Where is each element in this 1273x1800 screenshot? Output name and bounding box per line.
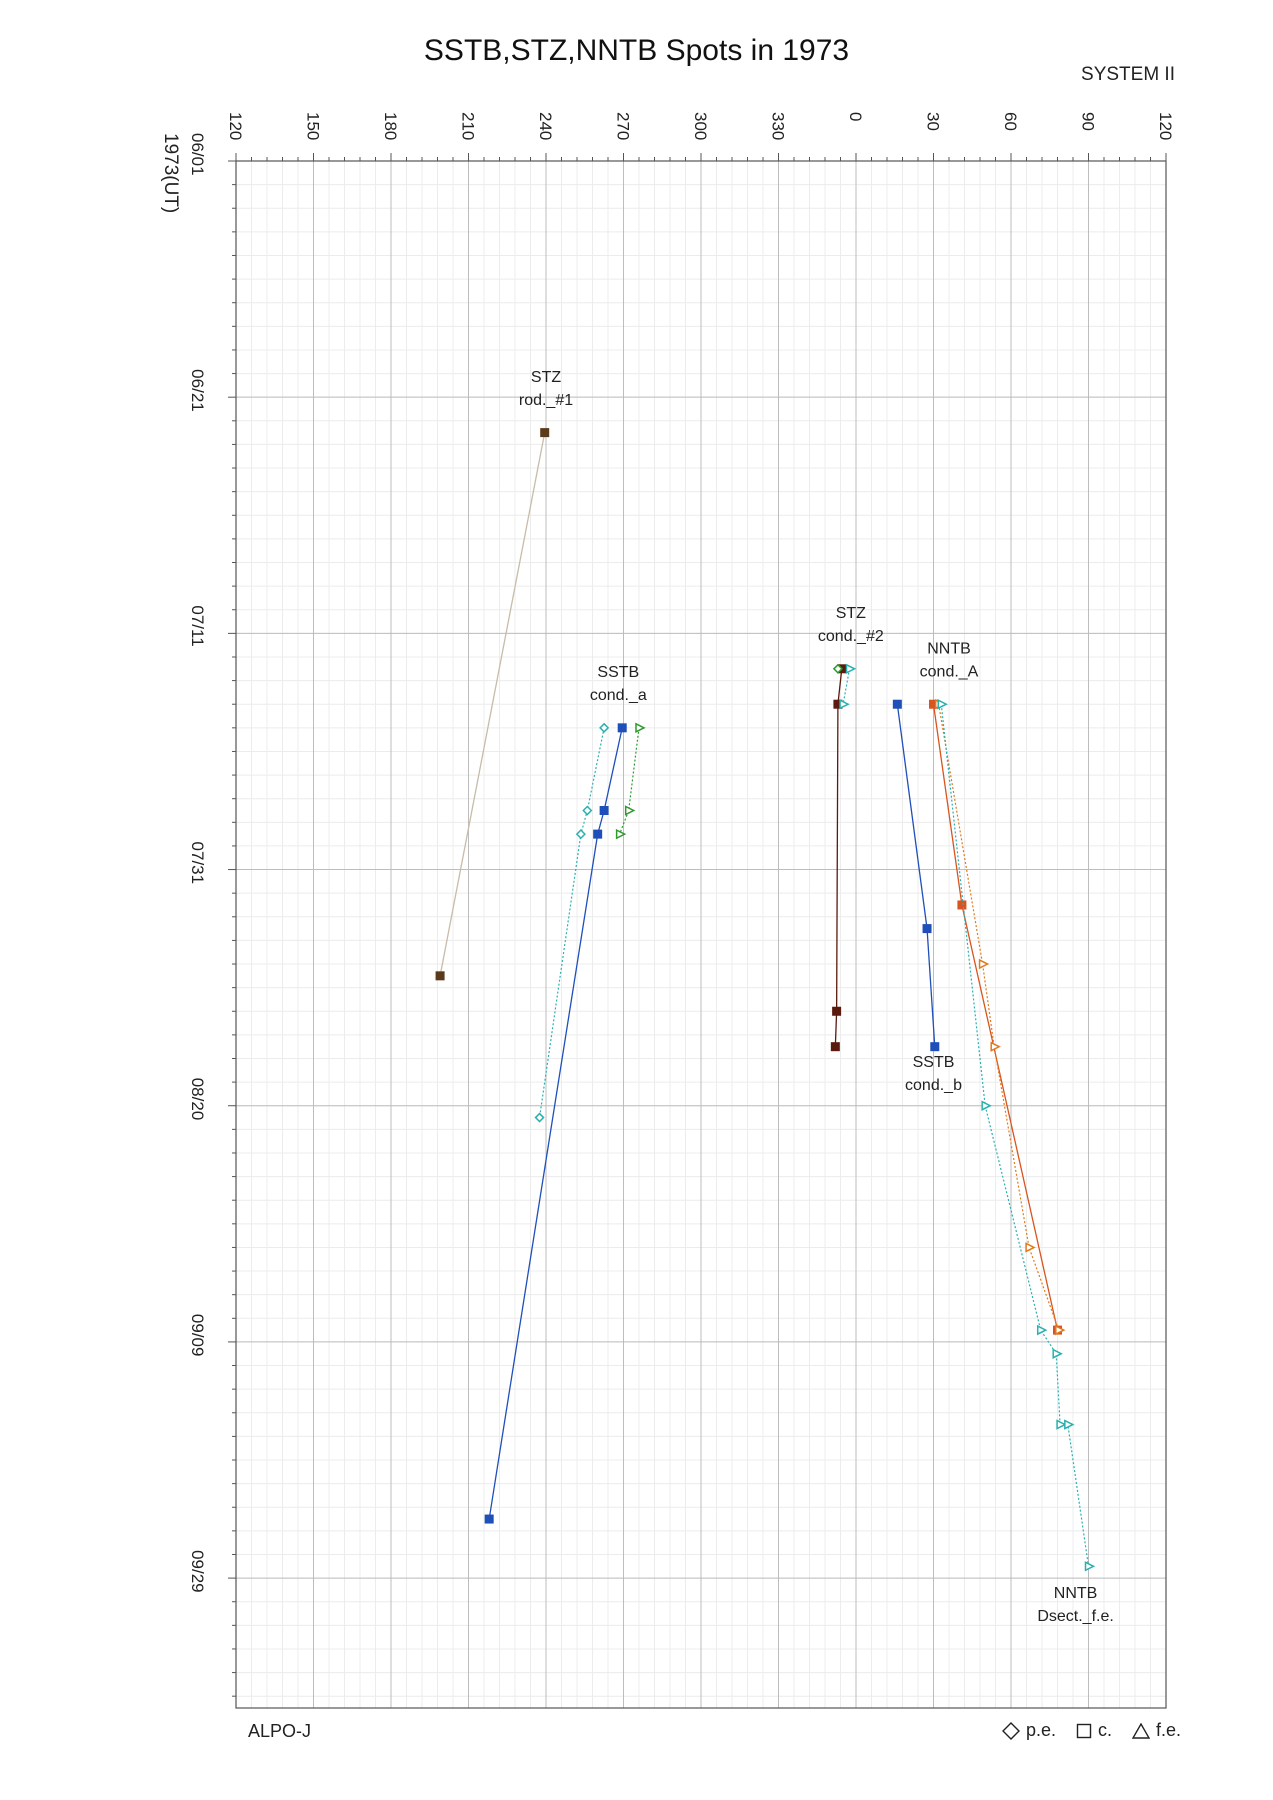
square-marker <box>833 1007 841 1015</box>
square-marker <box>931 1043 939 1051</box>
triangle-marker <box>626 807 634 815</box>
x-axis-tick-labels <box>226 112 1175 140</box>
y-tick-label: 07/11 <box>188 605 207 647</box>
x-tick-label: 90 <box>1078 112 1098 131</box>
x-tick-label: 180 <box>381 112 400 141</box>
legend-item-fe <box>1132 1720 1181 1741</box>
x-axis-system-label: SYSTEM II <box>1081 64 1175 85</box>
square-marker <box>831 1043 839 1051</box>
x-tick-label: 300 <box>691 112 710 141</box>
chart-title: SSTB,STZ,NNTB Spots in 1973 <box>423 34 850 67</box>
annotation-label: cond._#2 <box>817 628 884 646</box>
y-tick-label: 06/01 <box>188 133 207 176</box>
square-marker <box>485 1515 493 1523</box>
diamond-icon <box>1002 1722 1020 1740</box>
series-line <box>939 704 1059 1330</box>
x-tick-label: 240 <box>536 112 555 141</box>
series-line <box>620 728 639 834</box>
series <box>936 700 1064 1334</box>
annotation-label: NNTB <box>927 640 971 658</box>
triangle-marker <box>980 960 988 968</box>
square-marker <box>923 925 931 933</box>
triangle-marker <box>1056 1326 1064 1334</box>
legend-label-fe: f.e. <box>1155 1720 1181 1740</box>
y-tick-label: 08/20 <box>188 1077 207 1121</box>
x-tick-label: 0 <box>846 112 865 122</box>
annotation-label: Dsect._f.e. <box>1037 1608 1114 1626</box>
square-icon <box>1076 1723 1092 1739</box>
annotation-label: cond._A <box>919 663 979 681</box>
series <box>485 724 626 1523</box>
square-marker <box>893 700 901 708</box>
series <box>938 700 1093 1570</box>
square-marker <box>958 901 966 909</box>
square-marker <box>600 807 608 815</box>
triangle-marker <box>840 700 848 708</box>
x-tick-label: 60 <box>1001 112 1020 131</box>
triangle-marker <box>982 1102 990 1110</box>
annotation-label: SSTB <box>912 1053 955 1071</box>
legend-label-c: c. <box>1097 1720 1112 1740</box>
x-tick-label: 150 <box>303 112 323 141</box>
square-marker <box>594 830 602 838</box>
annotation-label: STZ <box>835 605 866 623</box>
annotation-label: SSTB <box>597 664 640 682</box>
triangle-icon <box>1132 1723 1150 1739</box>
triangle-marker <box>1057 1421 1065 1429</box>
y-tick-label: 06/21 <box>188 369 207 412</box>
square-marker <box>541 429 549 437</box>
series <box>893 700 938 1050</box>
triangle-marker <box>991 1043 999 1051</box>
x-tick-label: 120 <box>1156 112 1175 141</box>
x-tick-label: 120 <box>226 112 245 141</box>
square-marker <box>618 724 626 732</box>
annotation-label: STZ <box>530 368 562 386</box>
annotation-label: cond._a <box>589 687 647 705</box>
legend <box>1002 1720 1181 1741</box>
diamond-marker <box>600 724 608 732</box>
y-tick-label: 07/31 <box>188 841 207 885</box>
series <box>617 724 644 838</box>
legend-item-c <box>1076 1720 1112 1741</box>
x-tick-label: 210 <box>458 112 478 141</box>
series-layer <box>436 429 1093 1571</box>
triangle-marker <box>1038 1326 1046 1334</box>
triangle-marker <box>1026 1243 1034 1251</box>
y-axis-label: 1973(UT) <box>160 133 181 214</box>
diamond-marker <box>536 1114 544 1122</box>
triangle-marker <box>847 665 855 673</box>
x-tick-label: 30 <box>923 112 943 131</box>
triangle-marker <box>1065 1421 1073 1429</box>
series <box>831 665 845 1051</box>
square-marker <box>436 972 444 980</box>
triangle-marker <box>1086 1562 1094 1570</box>
x-tick-label: 330 <box>768 112 788 141</box>
series-line <box>540 728 605 1118</box>
legend-label-pe: p.e. <box>1025 1720 1056 1740</box>
triangle-marker <box>938 700 946 708</box>
annotation-label: cond._b <box>905 1076 962 1094</box>
annotation-label: rod._#1 <box>518 391 574 409</box>
y-tick-label: 09/09 <box>188 1313 207 1357</box>
triangle-marker <box>636 724 644 732</box>
legend-item-pe <box>1002 1720 1056 1741</box>
y-axis-tick-labels <box>188 133 207 1593</box>
y-axis-ticks <box>228 153 1166 1696</box>
y-tick-label: 09/29 <box>188 1550 207 1593</box>
triangle-marker <box>1053 1350 1061 1358</box>
series-line <box>941 704 1088 1566</box>
x-tick-label: 270 <box>613 112 633 141</box>
series-line <box>489 728 622 1519</box>
diamond-marker <box>577 830 585 838</box>
annotation-label: NNTB <box>1053 1585 1098 1603</box>
series-line <box>843 669 849 704</box>
diamond-marker <box>583 807 591 815</box>
footer-credit: ALPO-J <box>248 1721 312 1741</box>
